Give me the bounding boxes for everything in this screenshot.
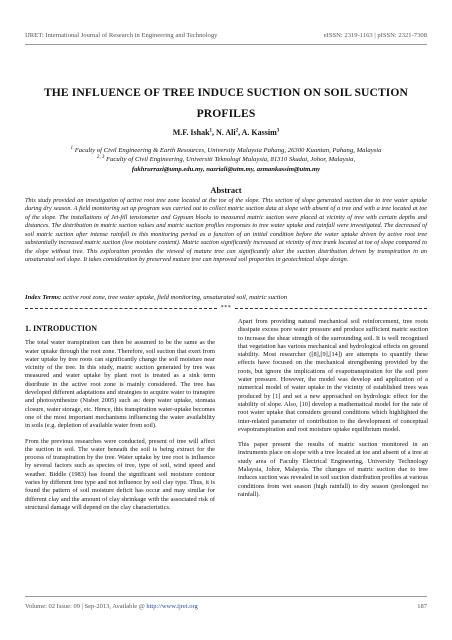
author-sup: 2	[235, 128, 239, 134]
separator-dash-left	[25, 308, 217, 309]
body-paragraph: This paper present the results of matric suction monitored in an instruments place on slope with a tree located at toe and absent of a tree at study area of Faculty Electrical Engineering, University Technology Malaysia, Johor, Malaysia. The changes of matric suction due to tree induces suction was revealed in soil suction distribution profiles at various conditions from wet season (high rainfall) to dry season (prolonged no rainfall).	[238, 441, 428, 498]
affiliation-text: Faculty of Civil Engineering, Universiti Teknologi Malaysia, 81310 Skudai, Johor, Malaysia,	[105, 156, 356, 164]
author-emails: fakhrurrazi@ump.edu.my, nazriali@utm.my, azmankassim@utm.my	[131, 165, 321, 173]
journal-issn: eISSN: 2319-1163 | pISSN: 2321-7308	[323, 32, 427, 39]
journal-name: IJRET: International Journal of Research in Engineering and Technology	[25, 32, 218, 39]
affiliation-text: Faculty of Civil Engineering & Earth Resources, University Malaysia Pahang, 26300 Kuantan, Pahang, Malaysia	[74, 147, 382, 154]
page-number: 187	[417, 603, 427, 610]
header-divider	[25, 44, 427, 45]
author-list: M.F. Ishak$^1$, N. Ali$^2$, A. Kassim$^3$	[172, 128, 280, 137]
affiliation-line	[20, 155, 432, 164]
abstract-text: This study provided an investigation of active root tree zone located at the toe of the slope. This section of slope generated suction due to tree water uptake during dry season. A field monitoring set up program was carried out to collect matric suction data at slope with absent of a tree and with a tree located at toe of the slope. The installations of Jet-fill tensiometer and Gypsum blocks to measured matric suction were placed at vicinity of tree with certain depths and distances. The distribution in matric suction values and matric suction profiles responses to tree water uptake and rainfall were investigated. The decreased of soil matric suction after intense rainfall in this monitoring period as a function of an initial condition before the water uptake driven by active root tree substantially increased matric suction (low moisture content). Matric suction significantly increased at vicinity of tree trunk located at toe of slope compared to the slope without tree. This exploration provides the viewed of mature tree can significantly alter the suction distribution driven by transpiration in an unsaturated soil slope. It takes consideration by preserved mature tree can improved soil properties in geotechnical slope design.	[25, 197, 427, 264]
page-footer	[25, 603, 427, 610]
author-sup: 1	[209, 128, 213, 134]
separator-dash-right	[235, 308, 427, 309]
index-terms	[25, 294, 427, 301]
right-column	[238, 318, 428, 506]
section-heading-introduction: 1. INTRODUCTION	[25, 324, 98, 333]
author-name: A. Kassim	[241, 128, 277, 137]
footer-volume-text: Volume: 02 Issue: 09 | Sep-2013, Available @	[25, 603, 145, 610]
left-column	[25, 325, 215, 519]
author-sup: 3	[276, 128, 280, 134]
footer-divider	[25, 596, 427, 597]
index-terms-text: active root zone, tree water uptake, field monitoring, unsaturated soil, matric suction	[62, 294, 288, 301]
journal-link[interactable]: http://www.ijret.org	[146, 603, 198, 610]
author-name: M.F. Ishak	[172, 128, 210, 137]
journal-header	[25, 32, 427, 39]
affiliation-sup: 1	[70, 145, 74, 151]
body-paragraph: The total water transpiration can then be assumed to be the same as the water uptake through the root zone. Therefore, soil suction that exert from water uptake by tree roots can significantly change the soil moisture near vicinity of the tree. In this study, matric suction generated by tree was measured and water uptake by plant root is treated as a sink term distribute in the active root zone is mainly considered. The tree has developed different adaptations and strategies to acquire water to transpire and photosynthesize (Nisbet 2005) such as: deep water uptake, stomata closure, water storage, etc. Hence, this transpiration water-uptake becomes one of the most important mechanisms influencing the water availability in soils (e.g. depletion of available water from soil).	[25, 339, 215, 430]
affiliation-sup: 2, 3	[96, 155, 105, 161]
paper-title: THE INFLUENCE OF TREE INDUCE SUCTION ON SOIL SUCTION PROFILES	[43, 86, 409, 120]
separator-stars: ***	[220, 305, 232, 311]
body-paragraph: Apart from providing natural mechanical soil reinforcement, tree roots dissipate excess pore water pressure and produce sufficient matric suction to increase the shear strength of the surrounding soil. It is well recognised that vegetation has various mechanical and hydrological effects on ground stability. Most researcher ([8],[9],[14]) are attempts to quantify these effects have focused on the mechanical strengthening provided by the roots, but ignore the implications of evapotranspiration for the soil pore water pressure. However, the model was develop and application of a numerical model of water uptake in the vicinity of established trees was produced by [1] and set a new approached on hydrologic effect for the stability of slope. Also, [10] develop a mathematical model for the rate of root water uptake that considers ground conditions which highlighted the inter-related parameter of contribution to the development of conceptual evapotranspiration and root moisture uptake equilibrium model.	[238, 318, 428, 433]
index-terms-label: Index Terms:	[25, 294, 62, 301]
affiliations	[20, 146, 432, 174]
author-name: N. Ali	[216, 128, 236, 137]
body-paragraph: From the previous researches were conducted, present of tree will affect the suction in soil. The water beneath the soil is being extract for the process of transpiration by the tree. Water uptake by tree root is influence by several factors such as species of tree, type of soil, wind speed and weather. Biddle (1983) has found the significant soil moisture contour varies by different tree type and not influence by soil clay type. Thus, it is found the pattern of soil moisture deficit has occur and may similar for different clay and the amount of clay shrinkage with the associated risk of structural damage will depend on the clay characteristics.	[25, 437, 215, 511]
footer-volume	[25, 603, 198, 610]
affiliation-line	[20, 146, 432, 155]
section-separator	[25, 305, 427, 311]
abstract-heading: Abstract	[210, 186, 242, 195]
